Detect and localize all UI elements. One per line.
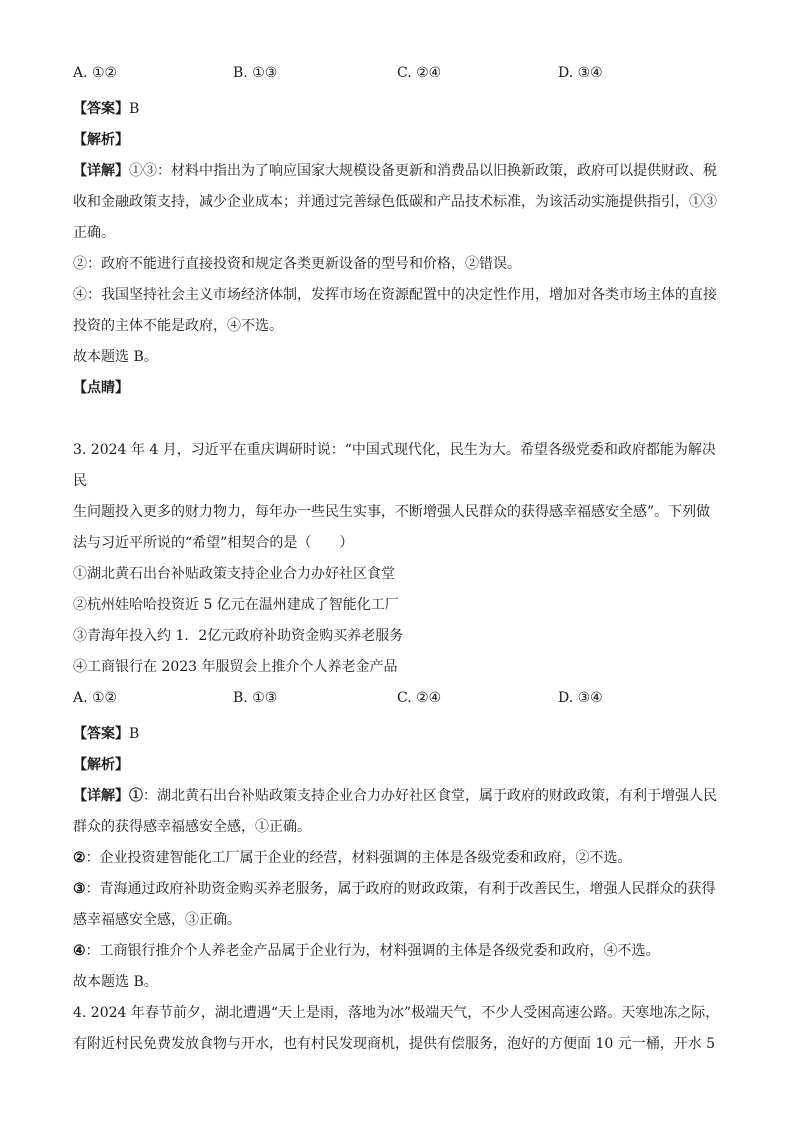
q3-detail-3-line-1 (73, 874, 723, 905)
q3-detail-1-line-1 (73, 781, 723, 812)
q2-comment-tag: 【点睛】 (73, 380, 129, 396)
q2-conclusion: 故本题选 B。 (73, 349, 158, 365)
detail-tag: 【详解】 (73, 788, 129, 804)
q2-item-2: ②：政府不能进行直接投资和规定各类更新设备的型号和价格，②错误。 (73, 256, 521, 272)
q3-detail-4 (73, 936, 723, 967)
detail-text: ：工商银行推介个人养老金产品属于企业行为，材料强调的主体是各级党委和政府，④不选。 (85, 943, 660, 959)
q3-option-b: B. ①③ (233, 690, 278, 706)
q2-item-4-line-1: ④：我国坚持社会主义市场经济体制，发挥市场在资源配置中的决定性作用，增加对各类市场主体的直接 (73, 287, 717, 303)
q3-detail-3-line-2: 感幸福感安全感，③正确。 (73, 912, 241, 928)
item-mark: ② (73, 850, 86, 866)
answer-tag: 【答案】 (73, 101, 129, 117)
q2-option-c: C. ②④ (397, 65, 442, 81)
detail-text: ①③：材料中指出为了响应国家大规模设备更新和消费品以旧换新政策，政府可以提供财政、税 (129, 163, 717, 179)
q3-option-d: D. ③④ (558, 690, 603, 706)
item-mark: ③ (73, 881, 86, 897)
q2-analysis-tag: 【解析】 (73, 132, 129, 148)
q2-option-a: A. ①② (73, 65, 118, 81)
item-mark: ① (129, 788, 143, 804)
q3-answer (73, 719, 723, 750)
item-mark: ④ (73, 943, 86, 959)
q3-detail-1-line-2: 群众的获得感幸福感安全感，①正确。 (73, 819, 311, 835)
detail-text: ：湖北黄石出台补贴政策支持企业合力办好社区食堂，属于政府的财政政策，有利于增强人民 (143, 788, 717, 804)
answer-value: B (129, 726, 140, 742)
q3-conclusion: 故本题选 B。 (73, 974, 158, 990)
q2-answer (73, 94, 723, 125)
q2-item-4-line-2: 投资的主体不能是政府，④不选。 (73, 318, 283, 334)
answer-tag: 【答案】 (73, 726, 129, 742)
detail-tag: 【详解】 (73, 163, 129, 179)
q2-detail-line-2: 收和金融政策支持，减少企业成本；并通过完善绿色低碳和产品技术标准，为该活动实施提供指引，①③ (73, 194, 717, 210)
q3-option-a: A. ①② (73, 690, 118, 706)
q2-options (73, 63, 723, 83)
q2-option-b: B. ①③ (233, 65, 278, 81)
detail-text: ：青海通过政府补助资金购买养老服务，属于政府的财政政策，有利于改善民生，增强人民群众的获得 (85, 881, 716, 897)
q4-stem-line-1: 4. 2024 年春节前夕，湖北遭遇“天上是雨，落地为冰”极端天气，不少人受困高速公路。天寒地冻之际， (73, 1005, 720, 1021)
detail-text: ：企业投资建智能化工厂属于企业的经营，材料强调的主体是各级党委和政府，②不选。 (85, 850, 632, 866)
q3-statement-4: ④工商银行在 2023 年服贸会上推介个人养老金产品 (73, 659, 398, 675)
q3-stem-line-3: 法与习近平所说的“希望”相契合的是（ ） (73, 535, 354, 551)
q4-stem-line-2: 有附近村民免费发放食物与开水，也有村民发现商机，提供有偿服务，泡好的方便面 10 元一桶，开水 5 (73, 1036, 716, 1052)
q3-option-c: C. ②④ (397, 690, 442, 706)
q3-analysis-tag: 【解析】 (73, 757, 129, 773)
q3-options (73, 688, 723, 708)
answer-value: B (129, 101, 140, 117)
q2-detail-line-3: 正确。 (73, 225, 115, 241)
q2-detail-line-1 (73, 156, 723, 187)
spacer (73, 404, 723, 435)
q3-statement-2: ②杭州娃哈哈投资近 5 亿元在温州建成了智能化工厂 (73, 597, 399, 613)
q3-statement-3: ③青海年投入约 1．2亿元政府补助资金购买养老服务 (73, 628, 404, 644)
q2-option-d: D. ③④ (558, 65, 603, 81)
q3-detail-2 (73, 843, 723, 874)
q3-stem-line-2: 生问题投入更多的财力物力，每年办一些民生实事，不断增强人民群众的获得感幸福感安全感”。下列做 (73, 504, 711, 520)
document-page (73, 63, 723, 1060)
q3-statement-1: ①湖北黄石出台补贴政策支持企业合力办好社区食堂 (73, 566, 395, 582)
q3-stem-line-1: 3. 2024 年 4 月，习近平在重庆调研时说：“中国式现代化，民生为大。希望各级党委和政府都能为解决民 (73, 442, 716, 489)
